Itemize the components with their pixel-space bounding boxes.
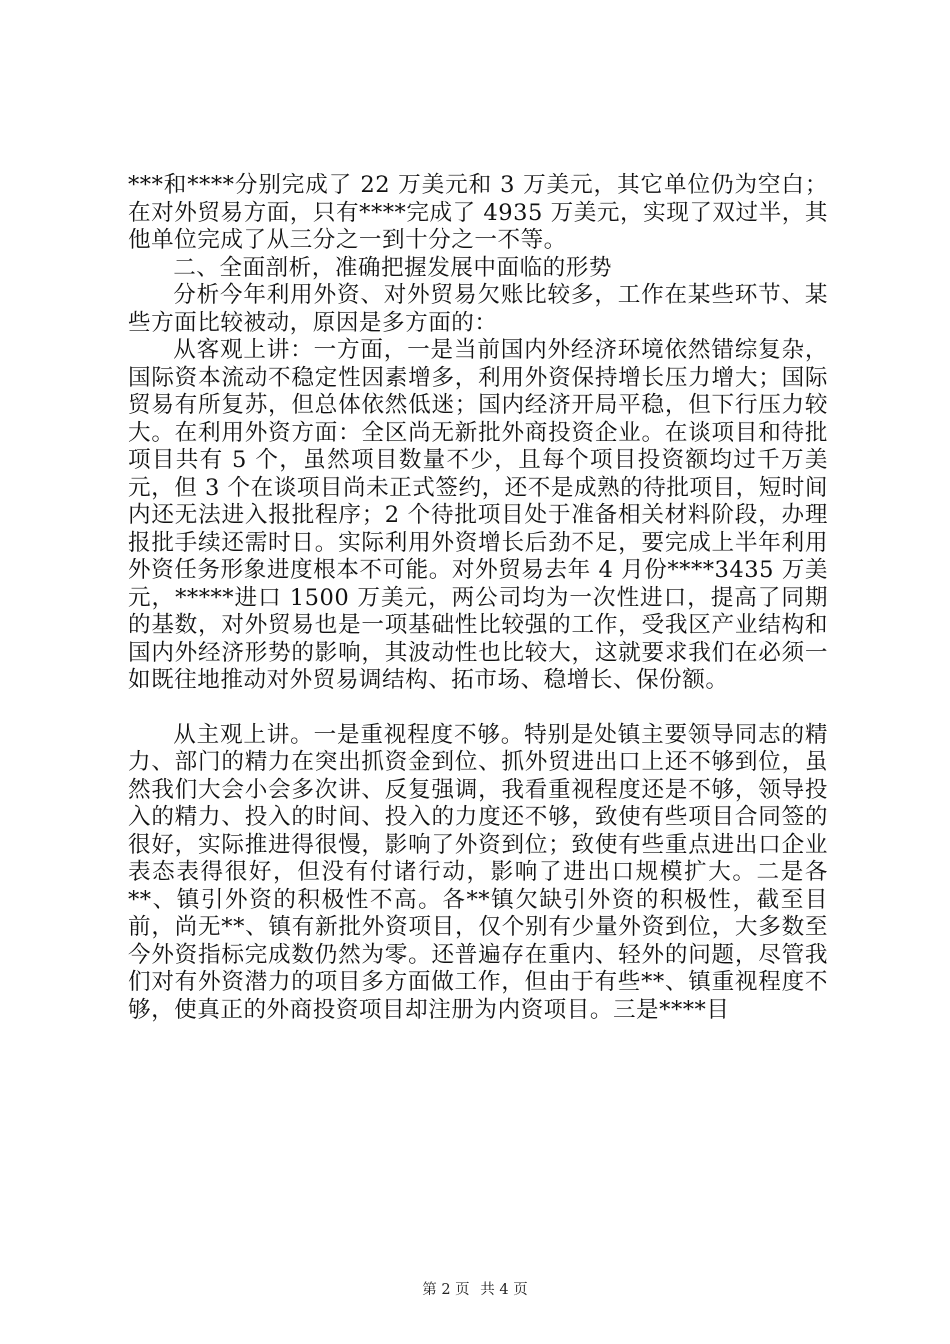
paragraph-subjective: 从主观上讲。一是重视程度不够。特别是处镇主要领导同志的精力、部门的精力在突出抓资金到位、抓外贸进出口上还不够到位，虽然我们大会小会多次讲、反复强调，我看重视程度还是不够，领导投入的精力、投入的时间、投入的力度还不够，致使有些项目合同签的很好，实际推进得很慢，影响了外资到位；致使有些重点进出口企业表态表得很好，但没有付诸行动，影响了进出口规模扩大。二是各**、镇引外资的积极性不高。各**镇欠缺引外资的积极性，截至目前，尚无**、镇有新批外资项目，仅个别有少量外资到位，大多数至今外资指标完成数仍然为零。还普遍存在重内、轻外的问题，尽管我们对有外资潜力的项目多方面做工作，但由于有些**、镇重视程度不够，使真正的外商投资项目却注册为内资项目。三是****目 bbox=[128, 721, 828, 1023]
page-footer bbox=[0, 1280, 950, 1300]
paragraph-objective: 从客观上讲：一方面，一是当前国内外经济环境依然错综复杂，国际资本流动不稳定性因素增多，利用外资保持增长压力增大；国际贸易有所复苏，但总体依然低迷；国内经济开局平稳，但下行压力较大。在利用外资方面：全区尚无新批外商投资企业。在谈项目和待批项目共有 5 个，虽然项目数量不少，且每个项目投资额均过千万美元，但 3 个在谈项目尚未正式签约，还不是成熟的待批项目，短时间内还无法进入报批程序；2 个待批项目处于准备相关材料阶段，办理报批手续还需时日。实际利用外资增长后劲不足，要完成上半年利用外资任务形象进度根本不可能。对外贸易去年 4 月份****3435 万美元，*****进口 1500 万美元，两公司均为一次性进口，提高了同期的基数，对外贸易也是一项基础性比较强的工作，受我区产业结构和国内外经济形势的影响，其波动性也比较大，这就要求我们在必须一如既往地推动对外贸易调结构、拓市场、稳增长、保份额。 bbox=[128, 337, 828, 693]
paragraph-analysis: 分析今年利用外资、对外贸易欠账比较多，工作在某些环节、某些方面比较被动，原因是多方面的： bbox=[128, 282, 828, 336]
page-total: 共 4 页 bbox=[480, 1282, 528, 1298]
document-body bbox=[128, 172, 828, 1024]
page-number: 第 2 页 bbox=[422, 1282, 470, 1298]
paragraph-continuation: ***和****分别完成了 22 万美元和 3 万美元，其它单位仍为空白；在对外贸易方面，只有****完成了 4935 万美元，实现了双过半，其他单位完成了从三分之一到十分之一不等。 bbox=[128, 172, 828, 253]
section-heading: 二、全面剖析，准确把握发展中面临的形势 bbox=[173, 254, 612, 281]
